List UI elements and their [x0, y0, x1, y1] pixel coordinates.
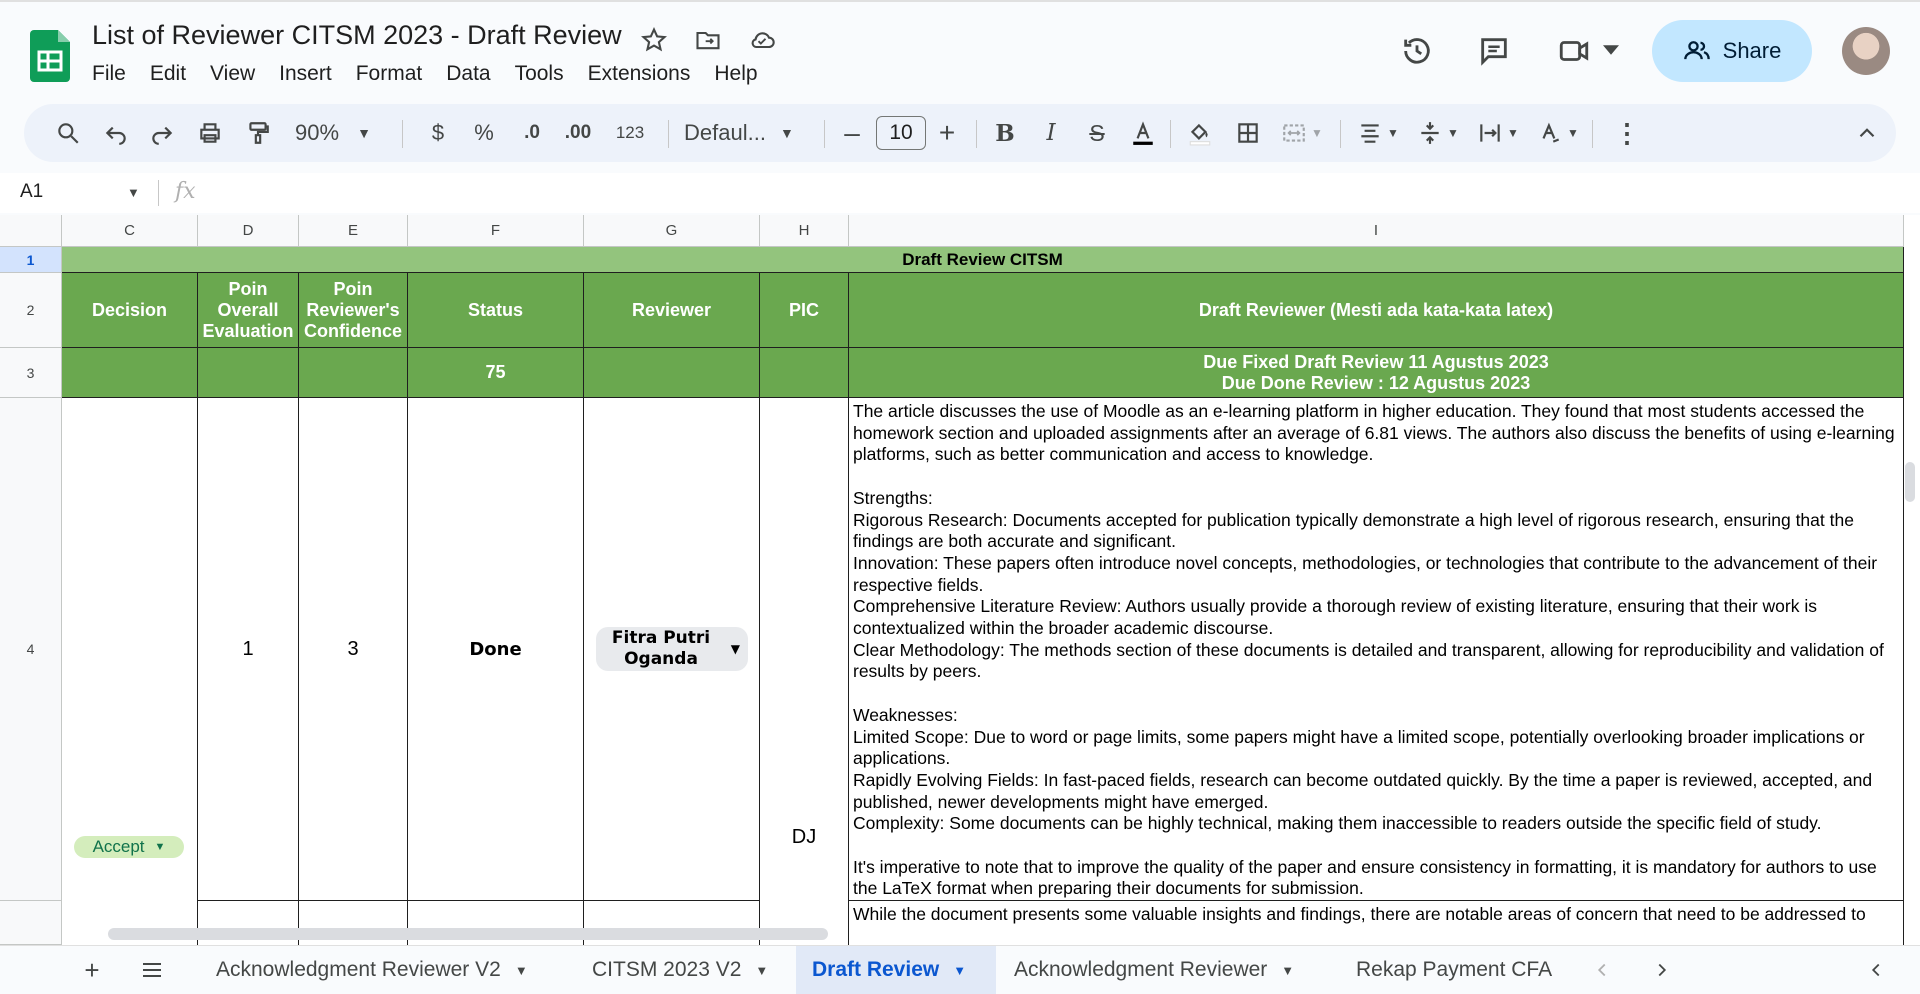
chevron-down-icon: ▼ — [514, 962, 528, 978]
header-poin-overall-label: Poin Overall Evaluation — [202, 278, 294, 341]
chevron-down-icon: ▼ — [953, 962, 967, 978]
header-pic-label: PIC — [788, 299, 819, 320]
column-header-i[interactable]: I — [849, 215, 1904, 247]
cell-h4[interactable] — [760, 398, 849, 945]
name-box-dropdown-icon[interactable]: ▼ — [127, 185, 140, 200]
row-header-2[interactable]: 2 — [0, 273, 62, 348]
header-poin-confidence-label: Poin Reviewer's Confidence — [303, 278, 402, 341]
column-header-e[interactable]: E — [299, 215, 408, 247]
chevron-up-icon — [1854, 120, 1880, 146]
borders-icon — [1235, 120, 1261, 146]
cell-i5[interactable] — [849, 901, 1904, 945]
chevron-down-icon: ▼ — [1311, 126, 1323, 140]
add-sheet-button[interactable]: + — [84, 954, 100, 985]
header-reviewer-label: Reviewer — [631, 299, 712, 320]
decrease-font-size-button[interactable]: – — [844, 117, 860, 148]
meet-dropdown-icon[interactable] — [1603, 44, 1619, 56]
tab-draft-review[interactable] — [796, 946, 996, 994]
column-header-g[interactable]: G — [584, 215, 760, 247]
tab-label: Acknowledgment Reviewer V2 — [216, 958, 501, 981]
merge-cells-button[interactable] — [1274, 104, 1330, 162]
header-poin-confidence[interactable] — [299, 273, 408, 348]
poin-overall-value: 1 — [242, 637, 254, 660]
search-menus-button[interactable] — [48, 104, 88, 162]
redo-button[interactable] — [142, 104, 182, 162]
horizontal-scrollbar[interactable] — [108, 928, 828, 940]
poin-confidence-value: 3 — [347, 637, 359, 660]
column-header-c[interactable]: C — [62, 215, 198, 247]
share-label: Share — [1722, 38, 1782, 63]
zoom-value: 90% — [295, 120, 340, 145]
top-bar — [0, 0, 1920, 100]
chevron-down-icon: ▼ — [1387, 126, 1399, 140]
cell-d3[interactable] — [198, 348, 299, 398]
vertical-align-button[interactable] — [1410, 104, 1466, 162]
zoom-select[interactable] — [288, 104, 378, 162]
row-header-3[interactable]: 3 — [0, 348, 62, 398]
header-reviewer[interactable] — [584, 273, 760, 348]
font-select[interactable] — [684, 104, 814, 162]
undo-button[interactable] — [96, 104, 136, 162]
menu-file[interactable]: File — [92, 62, 126, 85]
name-box[interactable]: A1 — [20, 181, 44, 202]
cell-f3[interactable] — [408, 348, 584, 398]
fill-color-button[interactable] — [1180, 104, 1220, 162]
search-icon — [55, 120, 81, 146]
tab-rekap-payment-cfa[interactable] — [1342, 946, 1570, 994]
redo-icon — [149, 120, 175, 146]
review-text: The article discusses the use of Moodle as an e-learning platform in higher education. They found that most students accessed the homework section and uploaded assignments after an average of 6.81 views. The authors also discuss the benefits of using e-learning platforms, such as better communication and access to knowledge. Strengths: Rigorous Research: Documents accepted for publication typically demonstrate a high level of rigorous research, ensuring that the findings are both accurate and significant. Innovation: These papers often introduce novel concepts, methodologies, or technologies that contribute to the advancement of their respective fields. Comprehensive Literature Review: Authors usually provide a thorough review of existing literature, ensuring that their work is contextualized within the broader academic discourse. Clear Methodology: The methods section of these documents is detailed and transparent, allowing for reproducibility and validation of results by peers. Weaknesses: Limited Scope: Due to word or page limits, some papers might have a limited scope, potentially overlooking broader implications or applications. Rapidly Evolving Fields: In fast-paced fields, research can become outdated quickly. By the time a paper is reviewed, accepted, and published, newer developments might have emerged. Complexity: Some documents can be highly technical, making them inaccessible to readers outside the specific field of study. It's imperative to note that to improve the quality of the paper and ensure consistency in formatting, it is mandatory for authors to use the LaTeX format when preparing their documents for submission. — [853, 401, 1895, 899]
tab-label: Rekap Payment CFA — [1356, 958, 1553, 981]
tab-label: CITSM 2023 V2 — [592, 958, 742, 981]
text-rotation-button[interactable] — [1530, 104, 1586, 162]
meet-icon[interactable] — [1556, 34, 1592, 68]
select-all-corner[interactable] — [0, 215, 62, 247]
collapse-toolbar-button[interactable] — [1850, 104, 1884, 162]
header-decision-label: Decision — [91, 299, 168, 320]
tab-acknowledgment-reviewer-v2[interactable] — [196, 946, 548, 994]
cell-f4[interactable] — [408, 398, 584, 901]
column-header-f[interactable]: F — [408, 215, 584, 247]
text-color-button[interactable] — [1124, 104, 1162, 162]
header-status-label: Status — [467, 299, 523, 320]
font-size-value: 10 — [889, 121, 913, 144]
align-center-icon — [1357, 120, 1383, 146]
print-icon — [197, 120, 223, 146]
document-title[interactable]: List of Reviewer CITSM 2023 - Draft Review — [92, 20, 622, 50]
horizontal-align-button[interactable] — [1350, 104, 1406, 162]
font-value: Defaul... — [684, 120, 766, 145]
version-history-icon[interactable] — [1400, 34, 1434, 68]
status-value: Done — [469, 638, 522, 660]
number-format-button[interactable] — [604, 104, 656, 162]
chevron-down-icon: ▼ — [154, 841, 166, 853]
menu-insert[interactable]: Insert — [279, 62, 332, 85]
sheet-tabs-bar — [0, 945, 1920, 993]
chevron-left-icon — [1865, 959, 1887, 981]
header-draft-reviewer-label: Draft Reviewer (Mesti ada kata-kata latex) — [1198, 299, 1554, 320]
menu-icon — [140, 958, 164, 982]
decrease-decimal-button[interactable] — [512, 104, 552, 162]
print-button[interactable] — [190, 104, 230, 162]
chevron-down-icon: ▼ — [730, 641, 740, 656]
cell-e4[interactable] — [299, 398, 408, 901]
increase-decimal-button[interactable] — [554, 104, 602, 162]
due-done-text: Due Done Review : 12 Agustus 2023 — [1221, 372, 1531, 393]
sheet-title-cell[interactable] — [62, 247, 1904, 273]
cell-h3[interactable] — [760, 348, 849, 398]
increase-decimal-label: .00 — [564, 122, 592, 143]
scroll-tabs-right-button[interactable] — [1650, 946, 1674, 994]
bold-button[interactable]: B — [995, 119, 1015, 147]
more-options-icon[interactable]: ⋮ — [1614, 117, 1640, 148]
strikethrough-button[interactable]: S — [1089, 119, 1105, 146]
vertical-align-icon — [1417, 120, 1443, 146]
currency-label: $ — [431, 120, 445, 145]
font-size-input[interactable] — [876, 116, 926, 150]
column-header-h[interactable]: H — [760, 215, 849, 247]
text-wrapping-button[interactable] — [1470, 104, 1526, 162]
header-poin-overall[interactable] — [198, 273, 299, 348]
header-draft-reviewer[interactable] — [849, 273, 1904, 348]
tab-acknowledgment-reviewer[interactable] — [1000, 946, 1308, 994]
cell-d4[interactable] — [198, 398, 299, 901]
side-panel-toggle[interactable] — [1864, 946, 1888, 994]
text-wrap-icon — [1477, 120, 1503, 146]
formula-bar — [0, 173, 1920, 213]
vertical-scrollbar[interactable] — [1905, 462, 1915, 502]
spreadsheet-grid[interactable] — [0, 215, 1920, 945]
menu-data[interactable]: Data — [446, 62, 491, 85]
chevron-right-icon — [1651, 959, 1673, 981]
cell-c4[interactable] — [62, 398, 198, 945]
menu-edit[interactable]: Edit — [149, 62, 187, 85]
cloud-saved-icon[interactable] — [748, 26, 776, 54]
cell-i3[interactable] — [849, 348, 1904, 398]
chevron-down-icon: ▼ — [1507, 126, 1519, 140]
text-rotation-icon — [1537, 120, 1563, 146]
italic-button[interactable]: I — [1046, 120, 1056, 146]
percent-label: % — [474, 120, 494, 145]
column-header-d[interactable]: D — [198, 215, 299, 247]
row-header-1[interactable]: 1 — [0, 247, 62, 273]
sheets-logo-icon[interactable] — [30, 30, 70, 82]
scroll-tabs-left-button[interactable] — [1590, 946, 1614, 994]
due-fixed-text: Due Fixed Draft Review 11 Agustus 2023 — [1203, 351, 1549, 372]
decision-dropdown[interactable] — [74, 836, 184, 858]
menu-extensions[interactable]: Extensions — [587, 62, 691, 85]
header-pic[interactable] — [760, 273, 849, 348]
menu-help[interactable]: Help — [714, 62, 758, 85]
comments-icon[interactable] — [1477, 34, 1511, 68]
chevron-down-icon: ▼ — [1567, 126, 1579, 140]
menu-format[interactable]: Format — [355, 62, 423, 85]
fx-icon: fx — [175, 179, 196, 204]
people-icon — [1683, 37, 1711, 65]
fill-color-icon — [1187, 120, 1213, 146]
undo-icon — [103, 120, 129, 146]
currency-format-button[interactable] — [420, 104, 456, 162]
cell-e3[interactable] — [299, 348, 408, 398]
header-decision[interactable] — [62, 273, 198, 348]
chevron-down-icon: ▼ — [755, 962, 769, 978]
decision-value: Accept — [92, 837, 145, 856]
avatar[interactable] — [1842, 27, 1890, 75]
tab-citsm-2023-v2[interactable] — [572, 946, 788, 994]
chevron-left-icon — [1591, 959, 1613, 981]
decrease-decimal-label: .0 — [524, 122, 540, 143]
chevron-down-icon: ▼ — [357, 125, 371, 141]
all-sheets-button[interactable] — [136, 946, 168, 994]
cell-g3[interactable] — [584, 348, 760, 398]
move-folder-icon[interactable] — [694, 26, 722, 54]
text-color-icon — [1130, 120, 1156, 146]
header-status[interactable] — [408, 273, 584, 348]
percent-format-button[interactable] — [466, 104, 502, 162]
share-button[interactable] — [1652, 20, 1812, 82]
chevron-down-icon: ▼ — [1447, 126, 1459, 140]
tab-label: Draft Review — [812, 958, 940, 981]
merge-cells-icon — [1281, 120, 1307, 146]
number-format-label: 123 — [615, 123, 645, 142]
toolbar — [24, 104, 1896, 162]
status-count: 75 — [485, 362, 506, 382]
menu-tools[interactable]: Tools — [514, 62, 564, 85]
menu-view[interactable]: View — [210, 62, 256, 85]
increase-font-size-button[interactable]: + — [938, 117, 956, 148]
pic-value: DJ — [791, 826, 817, 848]
row-header-4[interactable]: 4 — [0, 398, 62, 901]
reviewer-value: Fitra Putri Oganda — [611, 628, 711, 669]
review-text-row5: While the document presents some valuable insights and findings, there are notable areas of concern that need to be addressed to — [853, 904, 1866, 924]
sheet-title: Draft Review CITSM — [902, 249, 1063, 269]
tab-label: Acknowledgment Reviewer — [1014, 958, 1268, 981]
row-header-5[interactable] — [0, 901, 62, 945]
cell-c3[interactable] — [62, 348, 198, 398]
reviewer-dropdown[interactable] — [596, 627, 748, 671]
paint-format-button[interactable] — [238, 104, 278, 162]
chevron-down-icon: ▼ — [779, 125, 794, 141]
star-icon[interactable] — [640, 26, 668, 54]
menu-bar — [92, 62, 782, 86]
chevron-down-icon: ▼ — [1281, 962, 1295, 978]
paint-format-icon — [245, 120, 271, 146]
borders-button[interactable] — [1228, 104, 1268, 162]
